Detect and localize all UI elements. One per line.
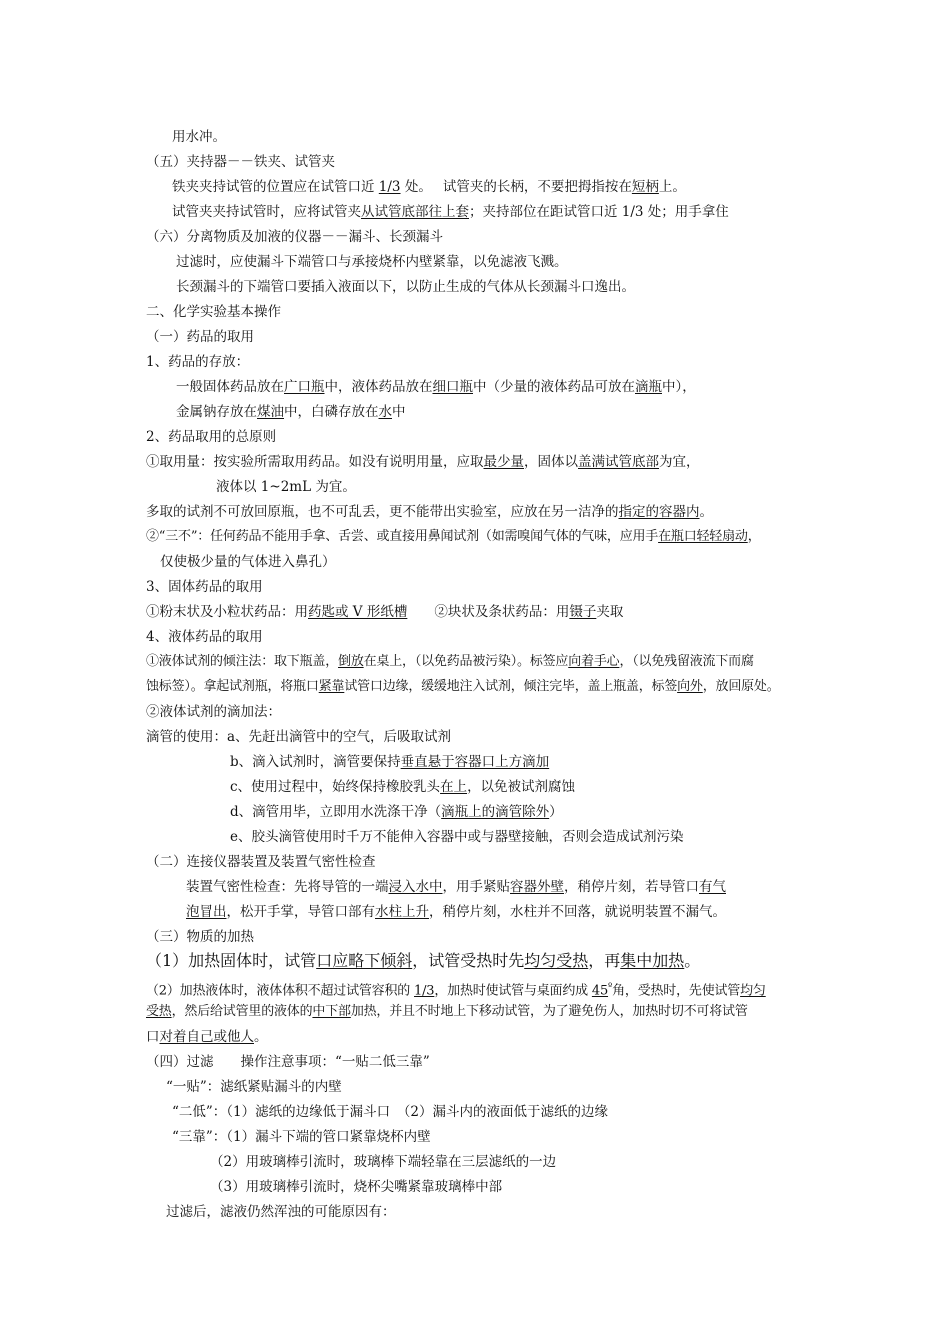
underlined-term: 药匙或 V 形纸槽	[308, 604, 408, 620]
text-run: 中，液体药品放在	[324, 379, 433, 395]
underlined-term: 45	[591, 983, 609, 999]
text-run: ；夹持部位在距试管口近 1/3 处；用手拿住	[469, 204, 729, 220]
text-run: 中（少量的液体药品可放在	[473, 379, 635, 395]
text-line	[216, 478, 356, 496]
text-line	[176, 278, 635, 296]
text-run: ②液体试剂的滴加法：	[146, 704, 281, 720]
text-run: 液体以 1~2mL 为宜。	[216, 479, 356, 495]
text-run: 仅使极少量的气体进入鼻孔）	[160, 554, 336, 570]
underlined-term: 镊子	[569, 604, 597, 620]
text-run: （三）物质的加热	[146, 929, 254, 945]
text-run: 中	[392, 404, 406, 420]
text-line	[146, 528, 761, 546]
text-run: 4、液体药品的取用	[146, 629, 263, 645]
text-run: 2、药品取用的总原则	[146, 429, 277, 445]
text-run: ，然后给试管里的液体的	[171, 1004, 313, 1019]
text-run: ，用手紧贴	[442, 879, 510, 895]
text-run: 铁夹夹持试管的位置应在试管口近	[172, 179, 379, 195]
text-run: （2）用玻璃棒引流时，玻璃棒下端轻靠在三层滤纸的一边	[210, 1154, 557, 1170]
underlined-term: 口应略下倾斜	[316, 951, 413, 970]
text-run: ①取用量：按实验所需取用药品。如没有说明用量，应取	[146, 454, 484, 470]
text-run: 口	[146, 1029, 160, 1045]
text-run: （五）夹持器－－铁夹、试管夹	[146, 154, 335, 170]
text-line	[186, 903, 726, 921]
text-line	[166, 1203, 396, 1221]
text-run: 。	[684, 951, 701, 970]
subsection-heading	[146, 628, 263, 646]
text-run: 。	[254, 1029, 268, 1045]
text-run: 为宜，	[659, 454, 700, 470]
text-run: 在桌上，（以免药品被污染）。标签应	[363, 654, 569, 669]
subsection-heading	[146, 428, 276, 446]
text-run: ，稍停片刻，水柱并不回落，就说明装置不漏气。	[429, 904, 726, 920]
text-run: e、胶头滴管使用时千万不能伸入容器中或与器壁接触，否则会造成试剂污染	[230, 829, 684, 845]
text-run: ②“三不”：任何药品不能用手拿、舌尝、或直接用鼻闻试剂（如需嗅闻气体的气味，应用手	[146, 529, 659, 544]
text-run: “一贴”：滤纸紧贴漏斗的内壁	[166, 1079, 342, 1095]
underlined-term: 有气	[699, 879, 726, 895]
text-run: ，以免被试剂腐蚀	[467, 779, 576, 795]
text-run: c、使用过程中，始终保持橡胶乳头	[230, 779, 441, 795]
underlined-term: 短柄	[631, 179, 659, 195]
text-line	[210, 1153, 556, 1171]
text-run: ②块状及条状药品：用	[407, 604, 570, 620]
text-run: ①粉末状及小粒状药品：用	[146, 604, 308, 620]
underlined-term: 垂直悬于容器口上方滴加	[400, 754, 550, 770]
text-run: ①液体试剂的倾注法：取下瓶盖，	[146, 654, 339, 669]
text-line	[230, 803, 563, 821]
text-run: 处。 试管夹的长柄，不要把拇指按在	[400, 179, 632, 195]
text-run: 1、药品的存放：	[146, 354, 250, 370]
text-run: 3、固体药品的取用	[146, 579, 263, 595]
section-heading	[146, 853, 376, 871]
underlined-term: 浸入水中	[388, 879, 443, 895]
text-run: ，放回原处。	[702, 679, 780, 694]
underlined-term: 滴瓶	[635, 379, 662, 395]
text-run: 多取的试剂不可放回原瓶，也不可乱丢，更不能带出实验室，应放在另一洁净的	[146, 504, 619, 520]
underlined-term: 均匀受热	[524, 951, 589, 970]
text-line	[146, 728, 451, 746]
underlined-term: 泡冒出	[186, 904, 227, 920]
underlined-term: 向着手心	[568, 654, 620, 669]
underlined-term: 倒放	[338, 654, 364, 669]
text-run: 滴管的使用：a、先赶出滴管中的空气，后吸取试剂	[146, 729, 452, 745]
underlined-term: 在上	[440, 779, 468, 795]
text-run: （3）用玻璃棒引流时，烧杯尖嘴紧靠玻璃棒中部	[210, 1179, 503, 1195]
underlined-term: 指定的容器内	[618, 504, 700, 520]
text-line	[210, 1178, 502, 1196]
text-run: 过滤时，应使漏斗下端管口与承接烧杯内壁紧靠，以免滤液飞溅。	[176, 254, 568, 270]
underlined-term: 受热	[146, 1004, 172, 1019]
underlined-term: 均匀	[740, 983, 766, 999]
text-line	[230, 753, 549, 771]
section-heading	[146, 228, 443, 246]
text-run: ，再	[588, 951, 621, 970]
section-heading	[146, 1053, 430, 1071]
underlined-term: 向外	[677, 679, 703, 694]
text-line	[146, 653, 754, 671]
text-run: （六）分离物质及加液的仪器－－漏斗、长颈漏斗	[146, 229, 443, 245]
text-line	[230, 778, 575, 796]
text-line	[146, 1003, 748, 1021]
text-line	[146, 703, 281, 721]
text-run: 用水冲。	[172, 129, 226, 145]
text-run: （四）过滤 操作注意事项：“一贴二低三靠”	[146, 1054, 430, 1070]
section-heading	[146, 303, 281, 321]
text-line	[160, 553, 336, 571]
subsection-heading	[146, 578, 263, 596]
underlined-term: 紧靠	[318, 679, 345, 694]
text-run: 上。	[658, 179, 686, 195]
underlined-term: 广口瓶	[284, 379, 325, 395]
underlined-term: 容器外壁	[510, 879, 564, 895]
text-line	[172, 178, 686, 196]
text-line	[146, 603, 623, 621]
text-run: （二）连接仪器装置及装置气密性检查	[146, 854, 376, 870]
text-run: （2）加热液体时，液体体积不超过试管容积的	[146, 983, 415, 999]
text-line	[146, 1028, 268, 1046]
text-run: ，试管受热时先	[412, 951, 525, 970]
underlined-term: 对着自己或他人	[159, 1029, 254, 1045]
text-line	[172, 1128, 431, 1146]
section-heading	[146, 328, 254, 346]
text-run: 长颈漏斗的下端管口要插入液面以下，以防止生成的气体从长颈漏斗口逸出。	[176, 279, 635, 295]
text-line	[172, 128, 226, 146]
text-line	[146, 978, 766, 1000]
text-run: ，松开手掌，导管口部有	[226, 904, 375, 920]
text-run: 蚀标签）。拿起试剂瓶，将瓶口	[146, 679, 319, 694]
underlined-term: 在瓶口轻轻扇动	[658, 529, 748, 544]
underlined-term: 滴瓶上的滴管除外	[441, 804, 550, 820]
text-run: 装置气密性检查：先将导管的一端	[186, 879, 389, 895]
text-run: 试管夹夹持试管时，应将试管夹	[172, 204, 361, 220]
text-run: ，（以免残留液流下而腐	[619, 654, 754, 669]
text-run: b、滴入试剂时，滴管要保持	[230, 754, 401, 770]
text-line	[146, 678, 780, 696]
underlined-term: 盖满试管底部	[578, 454, 659, 470]
text-run: 二、化学实验基本操作	[146, 304, 281, 320]
text-run: ，固体以	[524, 454, 578, 470]
text-run: 加热，并且不时地上下移动试管，为了避免伤人，加热时切不可将试管	[350, 1004, 748, 1019]
underlined-term: 细口瓶	[432, 379, 473, 395]
text-run: 夹取	[596, 604, 624, 620]
text-run: ）	[549, 804, 563, 820]
text-run: ，加热时使试管与桌面约成	[434, 983, 592, 999]
text-line	[146, 453, 700, 471]
underlined-term: 最少量	[483, 454, 524, 470]
text-line	[176, 253, 568, 271]
text-run: 金属钠存放在	[176, 404, 257, 420]
text-run: ，	[747, 529, 761, 544]
text-line	[176, 378, 696, 396]
underlined-term: 1/3	[414, 983, 435, 999]
underlined-term: 煤油	[257, 404, 284, 420]
text-run: ，稍停片刻，若导管口	[564, 879, 699, 895]
underlined-term: 集中加热	[620, 951, 685, 970]
text-run: d、滴管用毕，立即用水洗涤干净（	[230, 804, 442, 820]
text-line	[176, 403, 406, 421]
subsection-heading	[146, 353, 249, 371]
text-run: “二低”：（1）滤纸的边缘低于漏斗口 （2）漏斗内的液面低于滤纸的边缘	[172, 1104, 608, 1120]
text-run: （1）加热固体时，试管	[146, 951, 317, 970]
text-line-large	[146, 950, 700, 972]
text-run: 中），	[662, 379, 696, 395]
text-run: 试管口边缘，缓缓地注入试剂，倾注完毕，盖上瓶盖，标签	[344, 679, 678, 694]
text-line	[172, 203, 729, 221]
underlined-term: 水	[378, 404, 392, 420]
text-run: 角，受热时，先使试管	[612, 983, 741, 999]
section-heading	[146, 928, 254, 946]
text-line	[172, 1103, 608, 1121]
text-run: （一）药品的取用	[146, 329, 254, 345]
text-run: “三靠”：（1）漏斗下端的管口紧靠烧杯内壁	[172, 1129, 431, 1145]
section-heading	[146, 153, 335, 171]
text-line	[186, 878, 726, 896]
underlined-term: 从试管底部往上套	[361, 204, 469, 220]
text-run: 中，白磷存放在	[284, 404, 379, 420]
text-run: º	[608, 982, 613, 992]
text-run: 。	[699, 504, 713, 520]
underlined-term: 中下部	[312, 1004, 351, 1019]
text-line	[230, 828, 684, 846]
text-line	[146, 503, 713, 521]
underlined-term: 水柱上升	[375, 904, 429, 920]
text-line	[166, 1078, 342, 1096]
text-run: 一般固体药品放在	[176, 379, 284, 395]
underlined-term: 1/3	[378, 179, 401, 195]
text-run: 过滤后，滤液仍然浑浊的可能原因有：	[166, 1204, 396, 1220]
